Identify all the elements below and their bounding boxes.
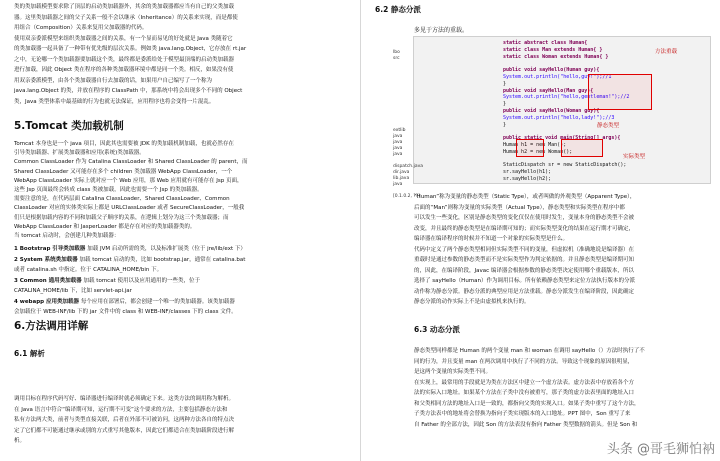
tree-item[interactable]: src bbox=[393, 56, 400, 61]
text-line: 用组合（Composition）关系来复用父加载器的代码。 bbox=[14, 25, 148, 31]
text-line: ClassLoader 对应的实体类实际上都是 URLClassLoader 或者 SecureClassLoader，一般我 bbox=[14, 205, 245, 212]
annotation-actual-type: 实际类型 bbox=[623, 154, 646, 160]
section61-title: 6.1 解析 bbox=[14, 349, 45, 358]
text-line: 后面的“Man”则称为变量的实际类型（Actual Type），静态类型和实际类型在程序中都 bbox=[414, 204, 625, 211]
code-line: System.out.println("hello,gentleman!");//2 bbox=[503, 94, 630, 101]
tree-item[interactable]: java bbox=[393, 152, 403, 157]
text-line: 当 tomcat 启动时，会创建几种类加载器： bbox=[14, 233, 120, 240]
tree-item[interactable]: java bbox=[393, 146, 403, 151]
overload-highlight bbox=[588, 74, 652, 110]
text-line: 子类方法表中的地址将会替换为指向子类实现版本的入口地址。PPT 图中，Son 重写了来 bbox=[414, 411, 631, 417]
code-line: static class Man extends Human{ } bbox=[503, 46, 603, 53]
tree-item[interactable]: dir.java bbox=[393, 170, 410, 175]
loader-desc: 加载 JVM 启动所需的类，以及标准扩展类（位于 jre/lib/ext 下） bbox=[87, 246, 246, 252]
watermark: 头条 @哥毛狮怕衲 bbox=[606, 442, 715, 457]
loader-desc: 会加载位于 WEB-INF/lib 下的 jar 文件中的 class 和 WEB-INF/classes 下的 class 文件。 bbox=[14, 309, 237, 315]
loader-item bbox=[14, 286, 346, 297]
tree-item[interactable]: lib.java bbox=[393, 176, 410, 181]
text-line: 自 Father 的全部方法，因此 Son 的方法表没有指向 Father 类型数据的箭头。但是 Son 和 bbox=[414, 421, 638, 428]
text-line: 代码中定义了两个静态类型相同但实际类型不同的变量，但虚拟机（准确地说是编译器）在 bbox=[414, 246, 635, 253]
section61-paragraph bbox=[14, 394, 346, 447]
code-line bbox=[503, 60, 720, 67]
text-line: 重载时是通过参数的静态类型而不是实际类型作为判定依据的。并且静态类型是编译期可知 bbox=[414, 257, 635, 263]
code-listing bbox=[503, 40, 720, 183]
text-line: 是这两个变量的实际类型不同。 bbox=[414, 369, 492, 375]
loader-item bbox=[14, 244, 346, 255]
tree-item[interactable]: java bbox=[393, 182, 403, 187]
actual-type-highlight bbox=[561, 139, 603, 157]
code-line: sr.sayHello(h2); bbox=[503, 175, 552, 182]
text-line: 引导类加载器、扩展类加载器和应用(系统)类加载器。 bbox=[14, 150, 145, 157]
loader-title: 4 webapp 应用类加载器 bbox=[14, 298, 81, 305]
text-line: 改变，并且最终的静态类型是在编译期可知的；而实际类型变化的结果在运行期才可确定， bbox=[414, 225, 635, 232]
text-line: Tomcat 本身也是一个 java 项目，因此其也需要被 JDK 的类加载机制加载，也就必然存在 bbox=[14, 141, 234, 147]
tree-item[interactable]: java bbox=[393, 134, 403, 139]
text-line: 选择了 sayHello（Human）作为调用目标。所有依赖静态类型来定位方法执行版本的分派 bbox=[414, 278, 636, 284]
annotation-overload: 方法重载 bbox=[655, 49, 678, 55]
code-line: Human h1 = new Man(); bbox=[503, 141, 567, 148]
code-line: static abstract class Human{ bbox=[503, 40, 588, 46]
text-line: 用双亲委派模型，由各个类加载器自行去加载的话，如果用户自己编写了一个称为 bbox=[14, 77, 213, 84]
text-line: 进行加载，因此 Object 类在程序的各种类加载器环境中都是同一个类。相反，如果没有使 bbox=[14, 67, 234, 73]
loader-desc: 加载 tomcat 使用以及应用通用的一些类，位于 bbox=[83, 277, 200, 284]
text-line: WebApp ClassLoader 实际上就对应一个 Web 应用，那 Web 应用就有可能存在 Jsp 页面， bbox=[14, 177, 243, 184]
code-line bbox=[503, 128, 720, 135]
text-line: 私有方法两大类，前者与类型直接关联，后者在外部不可被访问，这两种方法各自的特点决 bbox=[14, 417, 235, 423]
loader-desc: 加载 tomcat 启动的类，比如 bootstrap.jar，通常在 catalina.bat bbox=[79, 256, 246, 263]
code-line: public static void main(String[] args){ bbox=[503, 135, 621, 142]
text-line: 们只是根据加载内容的不同和加载父子顺序的关系，在逻辑上划分为这三个类加载器；而 bbox=[14, 214, 229, 221]
text-line: 的类加载器一起具备了一种带有优先级的层次关系。例如类 java.lang.Object，它存放在 rt.jar bbox=[14, 46, 247, 52]
text-line: 同的行为，并且变量 man 在两次调用中执行了不同的方法。导致这个现象的原因很明显， bbox=[414, 358, 634, 365]
code-line: sr.sayHello(h1); bbox=[503, 169, 552, 176]
section6-title: 6.方法调用详解 bbox=[14, 320, 89, 332]
loader-title: 1 Bootstrap 引导类加载器 bbox=[14, 246, 88, 252]
section5-paragraph bbox=[14, 140, 346, 241]
text-line: 在实现上，最常用的手段就是为类在方法区中建立一个虚方法表。虚方法表中存放着各个方 bbox=[414, 379, 635, 386]
loader-title: 2 System 系统类加载器 bbox=[14, 256, 80, 263]
section62-title: 6.2 静态分派 bbox=[375, 5, 421, 14]
loader-item bbox=[14, 307, 346, 318]
text-line: 定了它们都不可能通过继承或别的方式重写其他版本，因此它们都适合在类加载阶段进行解 bbox=[14, 427, 235, 434]
text-line: 需要注意的是，在代码层面 Catalina ClassLoader、Shared ClassLoader、Common bbox=[14, 196, 230, 203]
text-line: 析。 bbox=[14, 438, 26, 444]
text-line: 在 Java 语言中符合“编译期可知，运行期不可变”这个要求的方法，主要包括静态方法和 bbox=[14, 406, 228, 413]
code-line: Human h2 = new Woman(); bbox=[503, 148, 573, 155]
code-line: public void sayHello(Man guy){ bbox=[503, 87, 594, 94]
intro-paragraph bbox=[14, 2, 346, 107]
text-line: 法的实际入口地址。如果某个方法在子类中没有被重写，那子类的虚方法表里面的地址入口 bbox=[414, 390, 635, 396]
text-line: 编译器在编译程序的时候并不知道一个对象的实际类型是什么。 bbox=[414, 236, 569, 242]
loader-item bbox=[14, 276, 346, 287]
code-line: } bbox=[503, 80, 507, 87]
text-line: Common ClassLoader 作为 Catalina ClassLoader 和 Shared ClassLoader 的 parent，而 bbox=[14, 159, 248, 166]
section5-title: 5.Tomcat 类加载机制 bbox=[14, 120, 124, 132]
text-line: 静态分派的动作实际上不是由虚拟机来执行的。 bbox=[414, 299, 530, 305]
text-line: 之中，无论哪一个类加载器要加载这个类，最终都是委派给处于模型最顶端的启动类加载器 bbox=[14, 56, 235, 63]
annotation-static-type: 静态类型 bbox=[597, 123, 620, 129]
code-line: System.out.println("hello,guy!");//1 bbox=[503, 73, 612, 80]
code-line: } bbox=[503, 121, 507, 128]
loader-desc: 每个应用在部署后，都会创建一个唯一的类加载器。该类加载器 bbox=[80, 298, 235, 305]
text-line: 使用双亲委派模型来组织类加载器之间的关系，有一个显而易见的好处就是 Java 类随着它 bbox=[14, 35, 233, 42]
loader-item bbox=[14, 265, 346, 276]
text-line: 和父类相同方法的地址入口是一致的，都指向父类的实现入口。如果子类中重写了这个方法， bbox=[414, 400, 640, 407]
loader-desc: 或者 catalina.sh 中指定。位于 CATALINA_HOME/bin 下。 bbox=[14, 267, 163, 273]
loader-item bbox=[14, 297, 346, 308]
text-line: 类，Java 类型体系中最基础的行为也就无法保证，应用程序也将会变得一片混乱。 bbox=[14, 98, 215, 105]
text-line: java.lang.Object 的类，并放在程序的 ClassPath 中，那系统中将会出现多个不同的 Object bbox=[14, 88, 243, 94]
tree-footer: [0.1.0.2, ??] bbox=[393, 194, 420, 199]
text-line: 这些 Jsp 页面最终会转成 class 类被加载，因此也需要一个 Jsp 的类加载器。 bbox=[14, 187, 203, 194]
tree-item[interactable]: java bbox=[393, 140, 403, 145]
section63-paragraph bbox=[414, 346, 708, 430]
text-line: 类的类加载模型要求除了顶层的启动类加载器外，其余的类加载器都应当有自己的父类加载 bbox=[14, 4, 235, 10]
tree-item[interactable]: lbo bbox=[393, 50, 400, 55]
tree-item[interactable]: dispatch.java bbox=[393, 164, 424, 169]
code-line: public void sayHello(Human guy){ bbox=[503, 67, 600, 74]
text-line: WebApp ClassLoader 和 JasperLoader 都是存在对应的类加载器类的。 bbox=[14, 223, 196, 230]
static-type-highlight bbox=[516, 139, 544, 157]
text-line: 器。这里类加载器之间的父子关系一般不会以继承（Inheritance）的关系来实现，而是都使 bbox=[14, 14, 238, 21]
code-line: static class Woman extends Human{ } bbox=[503, 53, 609, 60]
section63-title: 6.3 动态分派 bbox=[414, 325, 460, 334]
text-line: Shared ClassLoader 又可能存在多个 children 类加载器 WebApp ClassLoader，一个 bbox=[14, 168, 233, 175]
text-line: 动作称为静态分派。静态分派的典型应用是方法重载。静态分派发生在编译阶段，因此确定 bbox=[414, 288, 635, 295]
code-line: StaticDispatch sr = new StaticDispatch(); bbox=[503, 162, 627, 169]
right-page bbox=[361, 0, 720, 461]
text-line: 静态类型同样都是 Human 的两个变量 man 和 woman 在调用 sayHello（）方法时执行了不 bbox=[414, 348, 645, 354]
text-line: 可以发生一些变化，区别是静态类型的变化仅仅在使用时发生，变量本身的静态类型不会被 bbox=[414, 215, 635, 221]
code-line: System.out.println("hello,lady!");//3 bbox=[503, 114, 615, 121]
loader-item bbox=[14, 255, 346, 266]
text-line: 的，因此，在编译阶段，Javac 编译器会根据参数的静态类型决定使用哪个重载版本，所以 bbox=[414, 267, 634, 274]
project-tree bbox=[393, 50, 423, 200]
loader-title: 3 Common 通用类加载器 bbox=[14, 277, 84, 284]
loader-list bbox=[14, 244, 346, 318]
section62-intro: 多见于方法的重载。 bbox=[414, 27, 469, 34]
code-line: } bbox=[503, 101, 507, 108]
loader-desc: CATALINA_HOME/lib 下，比如 servlet-api.jar bbox=[14, 288, 132, 294]
section62-paragraph bbox=[414, 192, 708, 308]
tree-item[interactable]: extlib bbox=[393, 128, 406, 133]
text-line: 调用目标在程序代码写好、编译器进行编译时就必须确定下来。这类方法的调用称为解析。 bbox=[14, 396, 235, 402]
code-line: public void sayHello(Woman guy){ bbox=[503, 107, 600, 114]
text-line: “Human”称为变量的静态类型（Static Type），或者叫做的外观类型（Apparent Type）， bbox=[414, 194, 636, 200]
